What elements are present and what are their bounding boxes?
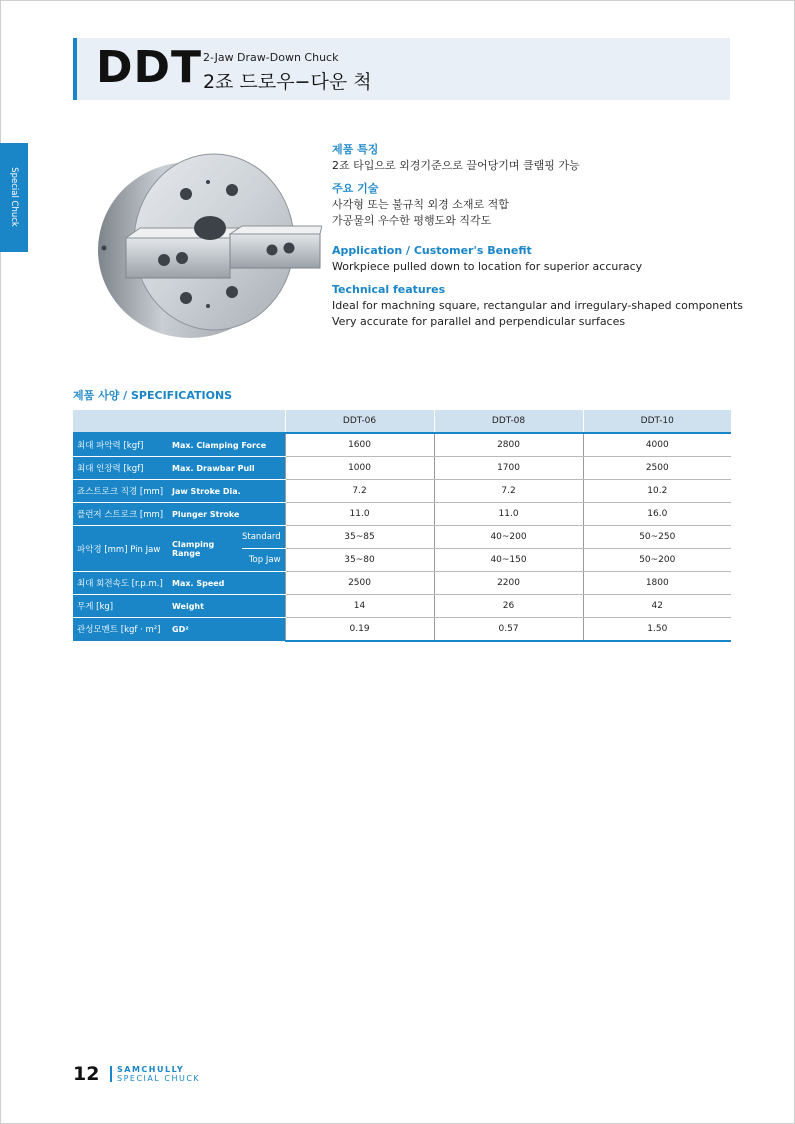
table-cell: 40~200 [434, 526, 583, 549]
table-cell: 35~80 [285, 549, 434, 572]
table-cell: 35~85 [285, 526, 434, 549]
brand-name: SAMCHULLY [117, 1065, 185, 1074]
table-cell: 2200 [434, 572, 583, 595]
table-cell: 0.57 [434, 618, 583, 642]
row-label-ko: 파악경 [mm] Pin Jaw [73, 526, 172, 572]
table-row [73, 526, 731, 549]
table-cell: 1600 [285, 433, 434, 457]
en-application-heading: Application / Customer's Benefit [332, 244, 532, 257]
table-cell: 11.0 [285, 503, 434, 526]
table-row [73, 595, 731, 618]
en-technical-heading: Technical features [332, 283, 446, 296]
ko-features-heading: 제품 특징 [332, 143, 379, 156]
row-label-ko: 최대 회전속도 [r.p.m.] [73, 572, 172, 595]
table-cell: 2800 [434, 433, 583, 457]
row-sublabel: Standard [242, 526, 285, 549]
row-label-en: GD² [172, 618, 285, 642]
en-application-text: Workpiece pulled down to location for superior accuracy [332, 260, 643, 273]
row-label-ko: 관성모멘트 [kgf · m²] [73, 618, 172, 642]
model-code: DDT [96, 42, 203, 93]
specifications-table [73, 410, 731, 642]
row-label-en: Jaw Stroke Dia. [172, 480, 285, 503]
ko-features-text: 2죠 타입으로 외경기준으로 끌어당기며 클램핑 가능 [332, 159, 580, 172]
header-accent-bar [73, 38, 77, 100]
features-section [332, 142, 752, 330]
row-label-ko: 죠스트로크 직경 [mm] [73, 480, 172, 503]
row-label-en: Clamping Range [172, 526, 242, 572]
row-label-en: Max. Clamping Force [172, 433, 285, 457]
table-cell: 2500 [285, 572, 434, 595]
title-korean: 2죠 드로우−다운 척 [203, 71, 372, 93]
brand-tagline: SPECIAL CHUCK [117, 1074, 201, 1083]
table-cell: 2500 [583, 457, 731, 480]
table-row [73, 618, 731, 642]
table-cell: 16.0 [583, 503, 731, 526]
logo-divider [110, 1066, 112, 1082]
table-cell: 40~150 [434, 549, 583, 572]
page-number: 12 [73, 1063, 100, 1085]
table-cell: 11.0 [434, 503, 583, 526]
table-row [73, 572, 731, 595]
row-sublabel: Top Jaw [242, 549, 285, 572]
table-row [73, 457, 731, 480]
en-technical-line: Very accurate for parallel and perpendicular surfaces [332, 315, 626, 328]
table-cell: 1.50 [583, 618, 731, 642]
table-cell: 50~250 [583, 526, 731, 549]
row-label-en: Plunger Stroke [172, 503, 285, 526]
table-row [73, 433, 731, 457]
table-row [73, 503, 731, 526]
row-label-ko: 플런저 스트로크 [mm] [73, 503, 172, 526]
table-cell: 50~200 [583, 549, 731, 572]
table-cell: 1000 [285, 457, 434, 480]
en-technical-line: Ideal for machning square, rectangular and irregulary-shaped components [332, 299, 744, 312]
table-cell: 0.19 [285, 618, 434, 642]
row-label-en: Max. Drawbar Pull [172, 457, 285, 480]
side-tab-label: Special Chuck [9, 167, 19, 227]
table-cell: 10.2 [583, 480, 731, 503]
table-cell: 42 [583, 595, 731, 618]
table-cell: 7.2 [285, 480, 434, 503]
ko-tech-line: 사각형 또는 불규칙 외경 소재로 적합 [332, 198, 509, 211]
ko-tech-line: 가공물의 우수한 평행도와 직각도 [332, 214, 492, 227]
row-label-en: Max. Speed [172, 572, 285, 595]
row-label-ko: 최대 파악력 [kgf] [73, 433, 172, 457]
column-header: DDT-06 [285, 410, 434, 433]
chuck-product-image [82, 138, 322, 348]
table-row [73, 480, 731, 503]
table-header-blank [73, 410, 285, 433]
ko-tech-heading: 주요 기술 [332, 182, 379, 195]
specifications-heading: 제품 사양 / SPECIFICATIONS [73, 389, 233, 402]
title-english: 2-Jaw Draw-Down Chuck [203, 51, 339, 64]
table-cell: 1800 [583, 572, 731, 595]
row-label-en: Weight [172, 595, 285, 618]
table-cell: 4000 [583, 433, 731, 457]
table-cell: 7.2 [434, 480, 583, 503]
table-header-row [73, 410, 731, 433]
table-cell: 1700 [434, 457, 583, 480]
section-side-tab [0, 143, 28, 252]
table-cell: 26 [434, 595, 583, 618]
table-cell: 14 [285, 595, 434, 618]
row-label-ko: 최대 인장력 [kgf] [73, 457, 172, 480]
column-header: DDT-10 [583, 410, 731, 433]
row-label-ko: 무게 [kg] [73, 595, 172, 618]
column-header: DDT-08 [434, 410, 583, 433]
